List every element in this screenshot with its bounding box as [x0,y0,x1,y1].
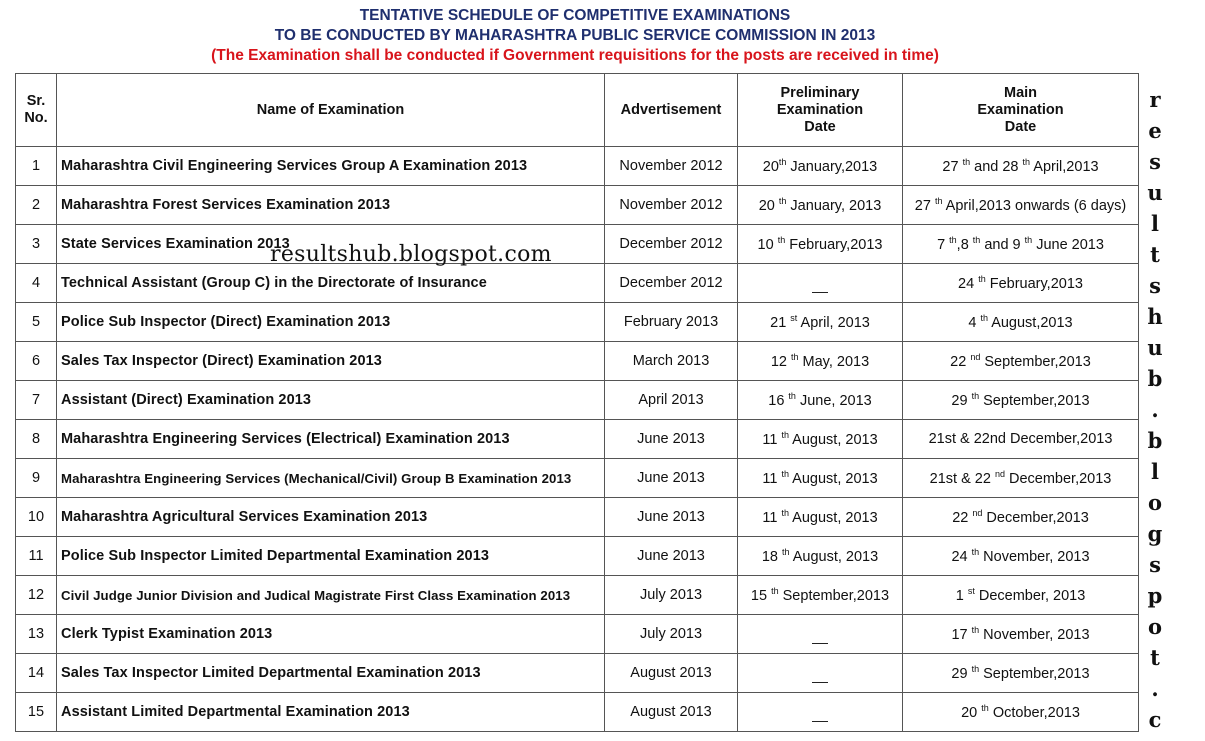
cell-main-date: 7 $^{th}$,8 $^{th}$ and 9 $^{th}$ June 2013 [903,225,1139,264]
cell-sr-no: 4 [16,264,57,303]
cell-prelim-date [738,615,903,654]
cell-advertisement: August 2013 [605,654,738,693]
table-row [16,459,1139,498]
cell-exam-name: Civil Judge Junior Division and Judical Magistrate First Class Examination 2013 [57,576,605,615]
table-row [16,342,1139,381]
cell-sr-no: 1 [16,147,57,186]
cell-sr-no: 6 [16,342,57,381]
col-header-advertisement: Advertisement [605,74,738,147]
vertical-watermark-letter: g [1147,521,1163,546]
cell-main-date: 29 $^{th}$ September,2013 [903,654,1139,693]
cell-prelim-date: 11 $^{th}$ August, 2013 [738,459,903,498]
cell-advertisement: June 2013 [605,459,738,498]
cell-exam-name: Police Sub Inspector Limited Departmental Examination 2013 [57,537,605,576]
table-row [16,615,1139,654]
table-row [16,498,1139,537]
cell-main-date: 17 $^{th}$ November, 2013 [903,615,1139,654]
vertical-watermark-letter: e [1148,118,1162,143]
cell-prelim-date: 18 $^{th}$ August, 2013 [738,537,903,576]
vertical-watermark-letter: b [1147,428,1163,453]
cell-exam-name: Assistant (Direct) Examination 2013 [57,381,605,420]
cell-prelim-date [738,654,903,693]
cell-sr-no: 7 [16,381,57,420]
cell-sr-no: 15 [16,693,57,732]
cell-main-date: 1 $^{st}$ December, 2013 [903,576,1139,615]
vertical-watermark-letter: u [1147,335,1163,360]
empty-dash [812,643,828,644]
cell-prelim-date: 20th January,2013 [738,147,903,186]
cell-exam-name: Sales Tax Inspector (Direct) Examination 2013 [57,342,605,381]
table-row [16,264,1139,303]
cell-exam-name: Maharashtra Engineering Services (Mechanical/Civil) Group B Examination 2013 [57,459,605,498]
vertical-watermark-letter: r [1149,87,1161,112]
cell-sr-no: 11 [16,537,57,576]
cell-advertisement: March 2013 [605,342,738,381]
cell-prelim-date: 16 $^{th}$ June, 2013 [738,381,903,420]
cell-exam-name: State Services Examination 2013 [57,225,605,264]
cell-sr-no: 12 [16,576,57,615]
cell-prelim-date [738,693,903,732]
cell-main-date: 22 $^{nd}$ September,2013 [903,342,1139,381]
vertical-watermark-letter: h [1147,304,1163,329]
col-header-sr: Sr. No. [16,74,57,147]
table-row [16,537,1139,576]
vertical-watermark-letter: s [1149,149,1161,174]
table-header-row [16,74,1139,147]
table-row [16,693,1139,732]
vertical-watermark-letter: . [1151,676,1159,701]
cell-exam-name: Clerk Typist Examination 2013 [57,615,605,654]
cell-exam-name: Maharashtra Forest Services Examination 2013 [57,186,605,225]
cell-sr-no: 2 [16,186,57,225]
cell-prelim-date: 11 $^{th}$ August, 2013 [738,420,903,459]
watermark-text: resultshub.blogspot.com [270,242,552,267]
vertical-watermark-letter: o [1147,614,1162,639]
table-row [16,420,1139,459]
cell-advertisement: July 2013 [605,615,738,654]
cell-sr-no: 5 [16,303,57,342]
table-row [16,186,1139,225]
cell-advertisement: December 2012 [605,264,738,303]
cell-prelim-date: 15 $^{th}$ September,2013 [738,576,903,615]
empty-dash [812,721,828,722]
table-row [16,576,1139,615]
col-header-name: Name of Examination [57,74,605,147]
cell-exam-name: Technical Assistant (Group C) in the Directorate of Insurance [57,264,605,303]
cell-prelim-date: 21 $^{st}$ April, 2013 [738,303,903,342]
cell-prelim-date: 12 $^{th}$ May, 2013 [738,342,903,381]
cell-exam-name: Police Sub Inspector (Direct) Examination 2013 [57,303,605,342]
empty-dash [812,292,828,293]
cell-advertisement: February 2013 [605,303,738,342]
cell-sr-no: 9 [16,459,57,498]
vertical-watermark-letter: l [1151,459,1159,484]
cell-main-date: 21st & 22nd December,2013 [903,420,1139,459]
cell-prelim-date: 11 $^{th}$ August, 2013 [738,498,903,537]
title-note: (The Examination shall be conducted if Government requisitions for the posts are received in time) [211,47,939,64]
vertical-watermark-letter: l [1151,211,1159,236]
table-row [16,147,1139,186]
cell-advertisement: April 2013 [605,381,738,420]
cell-exam-name: Maharashtra Engineering Services (Electrical) Examination 2013 [57,420,605,459]
vertical-watermark-letter: u [1147,180,1163,205]
cell-main-date: 27 $^{th}$ and 28 $^{th}$ April,2013 [903,147,1139,186]
schedule-table [15,73,1139,732]
cell-sr-no: 14 [16,654,57,693]
cell-advertisement: July 2013 [605,576,738,615]
cell-prelim-date: 20 $^{th}$ January, 2013 [738,186,903,225]
vertical-watermark-letter: b [1147,366,1163,391]
table-row [16,303,1139,342]
cell-sr-no: 13 [16,615,57,654]
cell-advertisement: June 2013 [605,420,738,459]
empty-dash [812,682,828,683]
cell-main-date: 24 $^{th}$ November, 2013 [903,537,1139,576]
title-line-2: TO BE CONDUCTED BY MAHARASHTRA PUBLIC SERVICE COMMISSION IN 2013 [274,27,876,44]
cell-main-date: 24 $^{th}$ February,2013 [903,264,1139,303]
table-row [16,381,1139,420]
title-line-1: TENTATIVE SCHEDULE OF COMPETITIVE EXAMINATIONS [359,7,791,24]
cell-advertisement: June 2013 [605,498,738,537]
cell-advertisement: December 2012 [605,225,738,264]
cell-main-date: 27 $^{th}$ April,2013 onwards (6 days) [903,186,1139,225]
cell-prelim-date: 10 $^{th}$ February,2013 [738,225,903,264]
cell-advertisement: June 2013 [605,537,738,576]
cell-sr-no: 3 [16,225,57,264]
vertical-watermark [1140,84,1170,735]
col-header-main-date: Main Examination Date [903,74,1139,147]
cell-exam-name: Maharashtra Agricultural Services Examination 2013 [57,498,605,537]
vertical-watermark-letter: o [1147,490,1162,515]
table-row [16,654,1139,693]
table-row [16,225,1139,264]
vertical-watermark-letter: s [1149,552,1161,577]
vertical-watermark-letter: t [1150,242,1160,267]
vertical-watermark-letter: c [1148,707,1162,732]
cell-sr-no: 8 [16,420,57,459]
cell-advertisement: August 2013 [605,693,738,732]
cell-advertisement: November 2012 [605,147,738,186]
cell-exam-name: Assistant Limited Departmental Examination 2013 [57,693,605,732]
cell-sr-no: 10 [16,498,57,537]
vertical-watermark-letter: p [1147,583,1163,608]
vertical-watermark-letter: t [1150,645,1160,670]
cell-exam-name: Maharashtra Civil Engineering Services Group A Examination 2013 [57,147,605,186]
table-body [16,147,1139,732]
cell-main-date: 4 $^{th}$ August,2013 [903,303,1139,342]
cell-main-date: 22 $^{nd}$ December,2013 [903,498,1139,537]
cell-main-date: 20 $^{th}$ October,2013 [903,693,1139,732]
vertical-watermark-letter: . [1151,397,1159,422]
cell-main-date: 29 $^{th}$ September,2013 [903,381,1139,420]
vertical-watermark-letter: s [1149,273,1161,298]
cell-prelim-date [738,264,903,303]
cell-main-date: 21st & 22 $^{nd}$ December,2013 [903,459,1139,498]
col-header-prelim-date: Preliminary Examination Date [738,74,903,147]
cell-advertisement: November 2012 [605,186,738,225]
cell-exam-name: Sales Tax Inspector Limited Departmental Examination 2013 [57,654,605,693]
